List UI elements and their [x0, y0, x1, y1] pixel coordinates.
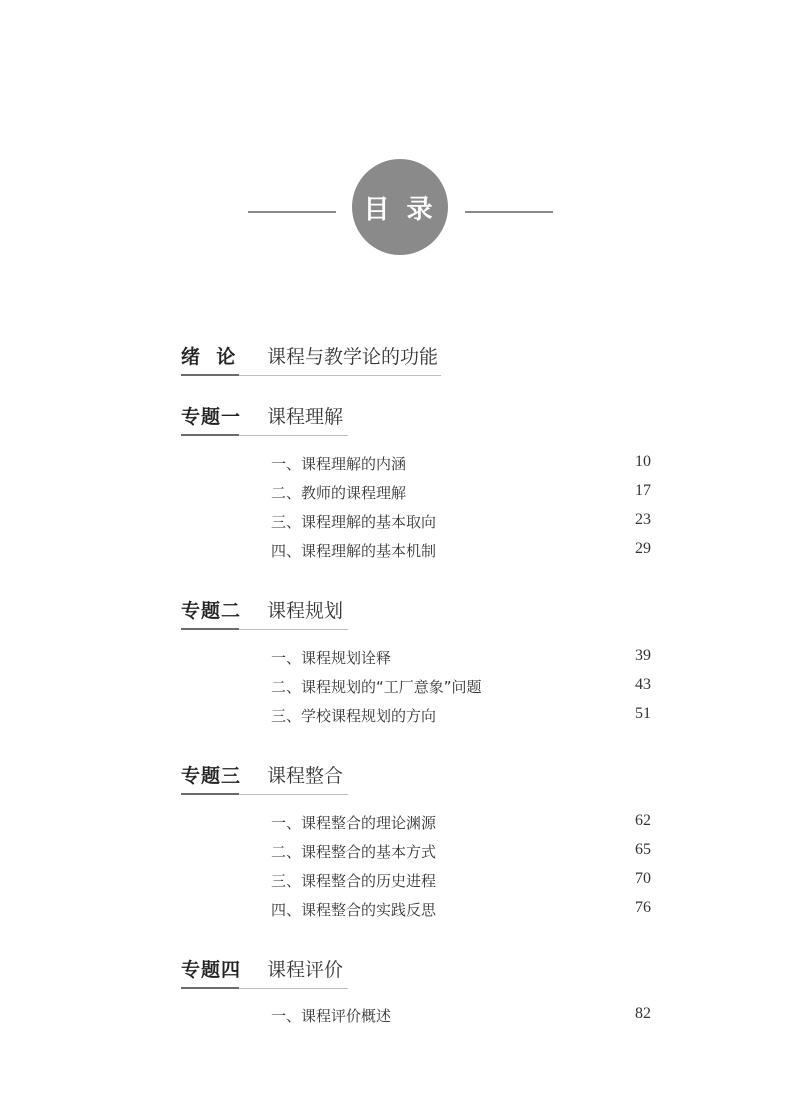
entry-title: 三、课程整合的历史进程	[271, 872, 437, 890]
section-intro	[0, 342, 800, 382]
entry-title: 四、课程整合的实践反思	[271, 901, 437, 919]
entry-page-number: 51	[635, 705, 651, 722]
toc-entry[interactable]	[0, 511, 800, 540]
toc-title: 目 录	[352, 159, 448, 255]
entry-title: 一、课程理解的内涵	[271, 455, 407, 473]
entry-page-number: 29	[635, 540, 651, 557]
section-underline-accent	[181, 374, 239, 376]
entry-page-number: 23	[635, 511, 651, 528]
section-heading[interactable]	[0, 596, 800, 636]
toc-entry[interactable]	[0, 676, 800, 705]
entry-title: 一、课程规划诠释	[271, 649, 392, 667]
entry-title: 一、课程评价概述	[271, 1007, 392, 1025]
entry-page-number: 43	[635, 676, 651, 693]
section-topic-3	[0, 761, 800, 801]
header-rule-right	[465, 211, 553, 213]
section-underline-accent	[181, 628, 239, 630]
entry-page-number: 10	[635, 453, 651, 470]
entry-title: 二、课程规划的“工厂意象”问题	[271, 678, 482, 696]
section-underline-accent	[181, 793, 239, 795]
section-heading[interactable]	[0, 342, 800, 382]
toc-entry[interactable]	[0, 482, 800, 511]
entry-title: 二、课程整合的基本方式	[271, 843, 437, 861]
entry-title: 三、学校课程规划的方向	[271, 707, 437, 725]
section-label: 专题四	[181, 959, 242, 981]
section-label: 专题三	[181, 765, 242, 787]
section-label: 专题二	[181, 600, 242, 622]
entry-page-number: 82	[635, 1005, 651, 1022]
toc-entry[interactable]	[0, 1005, 800, 1034]
entry-page-number: 65	[635, 841, 651, 858]
toc-entry[interactable]	[0, 812, 800, 841]
entry-title: 二、教师的课程理解	[271, 484, 407, 502]
entry-title: 四、课程理解的基本机制	[271, 542, 437, 560]
section-title: 课程理解	[267, 406, 344, 428]
toc-entry[interactable]	[0, 705, 800, 734]
entry-title: 三、课程理解的基本取向	[271, 513, 437, 531]
section-heading[interactable]	[0, 761, 800, 801]
entry-page-number: 39	[635, 647, 651, 664]
section-heading[interactable]	[0, 402, 800, 442]
toc-entry[interactable]	[0, 540, 800, 569]
section-label: 绪 论	[181, 346, 237, 368]
section-underline-accent	[181, 987, 239, 989]
section-label: 专题一	[181, 406, 242, 428]
entry-page-number: 62	[635, 812, 651, 829]
section-title: 课程评价	[267, 959, 344, 981]
entry-page-number: 17	[635, 482, 651, 499]
toc-entry[interactable]	[0, 899, 800, 928]
toc-entry[interactable]	[0, 453, 800, 482]
section-underline-accent	[181, 434, 239, 436]
section-topic-2	[0, 596, 800, 636]
section-title: 课程规划	[267, 600, 344, 622]
section-heading[interactable]	[0, 955, 800, 995]
toc-entry[interactable]	[0, 841, 800, 870]
header-rule-left	[248, 211, 336, 213]
section-topic-1	[0, 402, 800, 442]
toc-entry[interactable]	[0, 647, 800, 676]
toc-entry[interactable]	[0, 870, 800, 899]
section-topic-4	[0, 955, 800, 995]
entry-page-number: 70	[635, 870, 651, 887]
section-title: 课程与教学论的功能	[267, 346, 439, 368]
entry-page-number: 76	[635, 899, 651, 916]
section-title: 课程整合	[267, 765, 344, 787]
entry-title: 一、课程整合的理论渊源	[271, 814, 437, 832]
